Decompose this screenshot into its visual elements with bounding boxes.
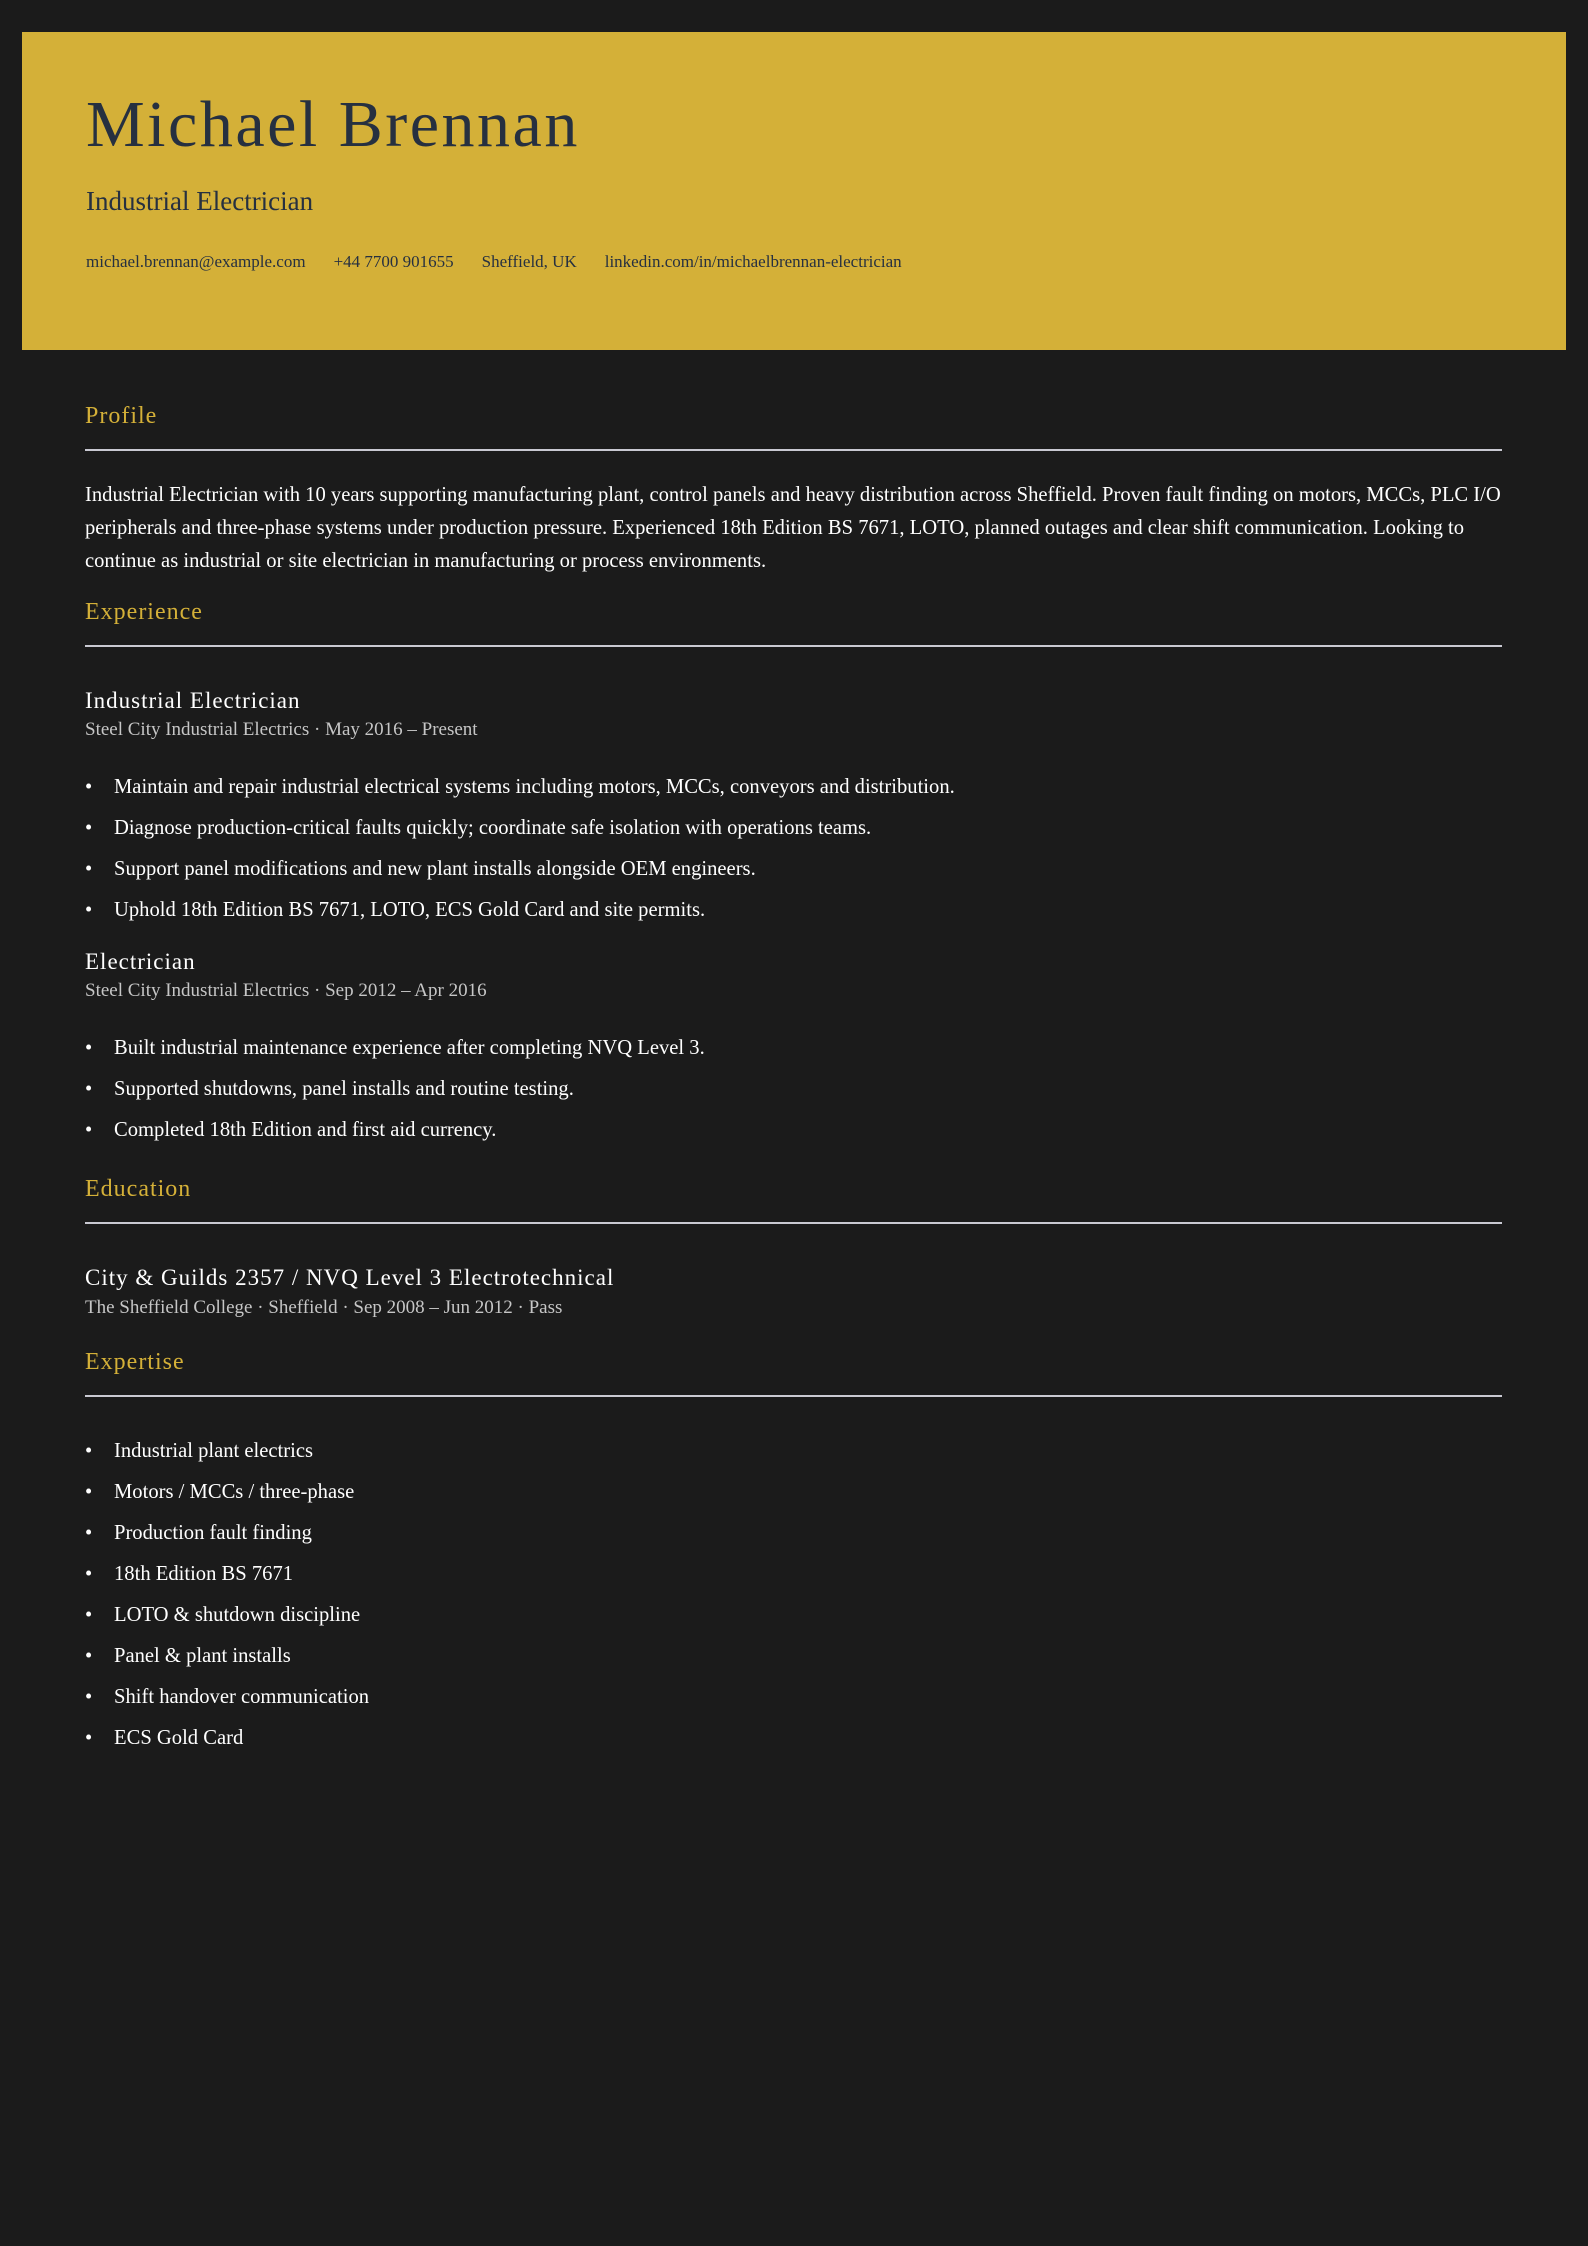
section-divider bbox=[85, 1222, 1502, 1224]
section-heading-experience: Experience bbox=[85, 598, 203, 625]
contact-linkedin[interactable]: linkedin.com/in/michaelbrennan-electrician bbox=[604, 252, 902, 271]
contact-info bbox=[86, 253, 902, 270]
bullet-item: • Diagnose production-critical faults quickly; coordinate safe isolation with operations teams. bbox=[85, 808, 1502, 849]
bullet-item: • Uphold 18th Edition BS 7671, LOTO, ECS Gold Card and site permits. bbox=[85, 890, 1502, 931]
expertise-item: • Motors / MCCs / three-phase bbox=[85, 1472, 1502, 1513]
contact-location: Sheffield, UK bbox=[481, 252, 577, 271]
bullet-item: • Supported shutdowns, panel installs and routine testing. bbox=[85, 1069, 1502, 1110]
expertise-list bbox=[85, 1431, 1502, 1759]
expertise-item: • ECS Gold Card bbox=[85, 1718, 1502, 1759]
expertise-item: • LOTO & shutdown discipline bbox=[85, 1595, 1502, 1636]
education-title: City & Guilds 2357 / NVQ Level 3 Electrotechnical bbox=[85, 1264, 615, 1290]
bullet-item: • Maintain and repair industrial electrical systems including motors, MCCs, conveyors and distribution. bbox=[85, 767, 1502, 808]
section-heading-education: Education bbox=[85, 1176, 192, 1203]
job-title: Electrician bbox=[85, 948, 196, 974]
candidate-name: Michael Brennan bbox=[86, 88, 580, 161]
section-divider bbox=[85, 449, 1502, 451]
contact-phone[interactable]: +44 7700 901655 bbox=[333, 252, 454, 271]
expertise-item: • 18th Edition BS 7671 bbox=[85, 1554, 1502, 1595]
expertise-item: • Panel & plant installs bbox=[85, 1636, 1502, 1677]
expertise-item: • Shift handover communication bbox=[85, 1677, 1502, 1718]
job-meta: Steel City Industrial Electrics · Sep 2012 – Apr 2016 bbox=[85, 980, 487, 1002]
section-divider bbox=[85, 645, 1502, 647]
expertise-item: • Production fault finding bbox=[85, 1513, 1502, 1554]
profile-summary: Industrial Electrician with 10 years supporting manufacturing plant, control panels and heavy distribution across Sheffield. Proven fault finding on motors, MCCs, PLC I/O peripherals and three-phase systems under production pressure. Experienced 18th Edition BS 7671, LOTO, planned outages and clear shift communication. Looking to continue as industrial or site electrician in manufacturing or process environments. bbox=[85, 483, 1501, 572]
section-heading-profile: Profile bbox=[85, 403, 158, 429]
bullet-item: • Built industrial maintenance experience after completing NVQ Level 3. bbox=[85, 1028, 1502, 1069]
profile-section bbox=[85, 402, 1502, 578]
job-entry bbox=[85, 948, 1502, 1151]
bullet-item: • Support panel modifications and new plant installs alongside OEM engineers. bbox=[85, 849, 1502, 890]
bullet-item: • Completed 18th Edition and first aid currency. bbox=[85, 1110, 1502, 1151]
section-divider bbox=[85, 1395, 1502, 1397]
expertise-item: • Industrial plant electrics bbox=[85, 1431, 1502, 1472]
education-section bbox=[85, 1175, 1502, 1320]
education-meta: The Sheffield College · Sheffield · Sep 2008 – Jun 2012 · Pass bbox=[85, 1296, 563, 1318]
section-heading-expertise: Expertise bbox=[85, 1349, 185, 1376]
job-bullets bbox=[85, 767, 1502, 931]
experience-section bbox=[85, 598, 1502, 1151]
contact-email[interactable]: michael.brennan@example.com bbox=[86, 252, 306, 271]
job-entry bbox=[85, 687, 1502, 931]
job-bullets bbox=[85, 1028, 1502, 1151]
candidate-job-title: Industrial Electrician bbox=[86, 186, 314, 216]
resume-body bbox=[85, 402, 1502, 1759]
job-title: Industrial Electrician bbox=[85, 687, 301, 713]
education-entry bbox=[85, 1264, 1502, 1320]
job-meta: Steel City Industrial Electrics · May 2016 – Present bbox=[85, 719, 478, 741]
expertise-section bbox=[85, 1348, 1502, 1759]
resume-header bbox=[22, 32, 1566, 350]
